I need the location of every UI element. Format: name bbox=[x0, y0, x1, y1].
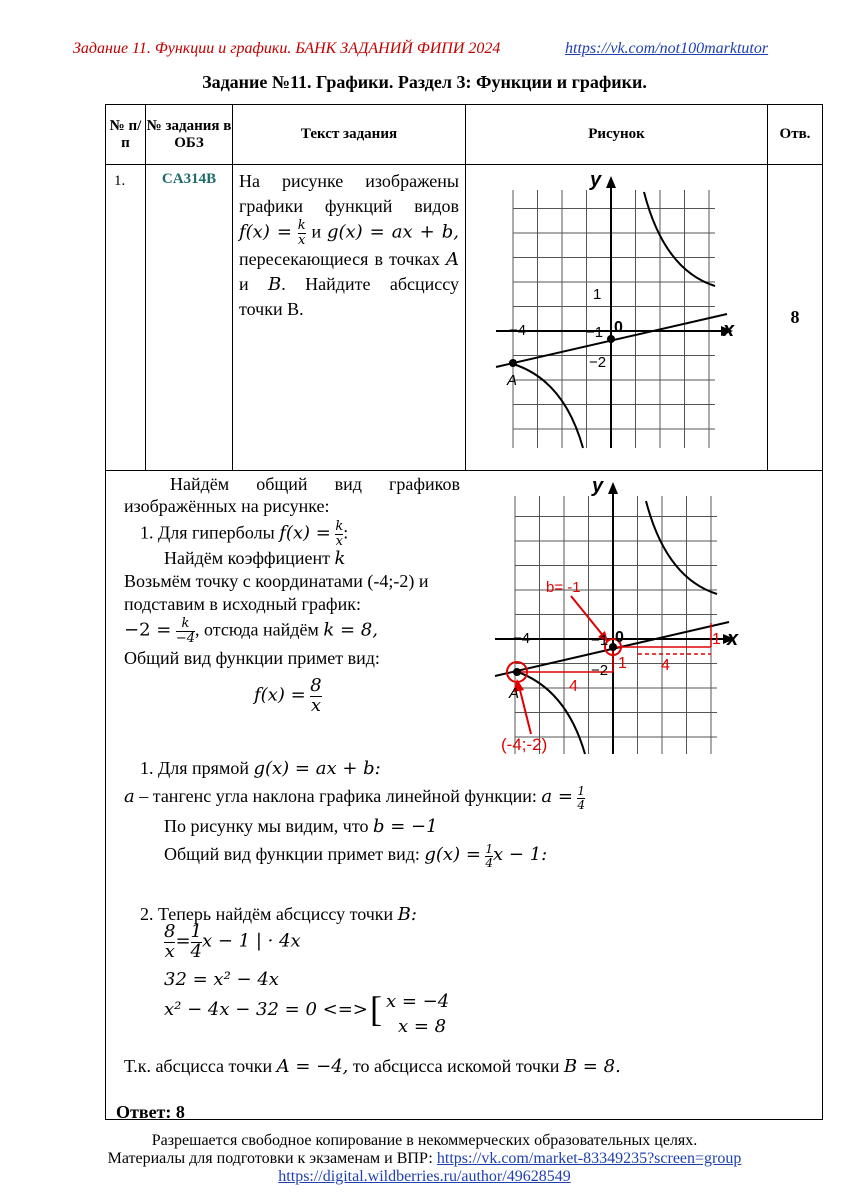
solution bbox=[106, 471, 822, 1122]
g-view: Общий вид функции примет вид: g(x) = $\frac{1}{4}$ x − 1: bbox=[164, 842, 548, 870]
point-a-label: A bbox=[509, 685, 520, 702]
point-a-label: A bbox=[507, 372, 518, 389]
solution-cell bbox=[106, 471, 823, 1120]
header-link[interactable]: https://vk.com/not100marktutor bbox=[565, 40, 769, 57]
axis-y-label: y bbox=[590, 169, 602, 191]
coords-arrow bbox=[519, 686, 531, 734]
tick-label-m1: −1 bbox=[591, 632, 609, 649]
tick-label-m2: −2 bbox=[589, 354, 607, 371]
substitute-text: подставим в исходный график: bbox=[124, 594, 361, 614]
axis-x-label: x bbox=[727, 628, 739, 650]
table-header-row bbox=[106, 105, 823, 165]
hyperbola-upper-branch bbox=[644, 192, 715, 286]
footer-materials: Материалы для подготовки к экзаменам и ВПР: https://vk.com/market-83349235?screen=group bbox=[107, 1150, 742, 1167]
annotation-one-below: 1 bbox=[618, 655, 627, 672]
task-figure-cell bbox=[466, 165, 768, 471]
task-text: На рисунке изображены графики функций видов f(x) = $\frac{k}{x}$ и g(x) = ax + b, пересекающиеся в точках A и B. Найдите абсциссу точки B. bbox=[233, 165, 466, 471]
solution-intro: Найдём общий вид графиков изображённых на рисунке: bbox=[124, 474, 460, 516]
tick-label-m2: −2 bbox=[591, 662, 609, 679]
tick-label-0: 0 bbox=[615, 629, 624, 646]
equation-1: $\frac{8}{x}$ = $\frac{1}{4}$ x − 1 | · 4x bbox=[164, 921, 301, 962]
task-table bbox=[105, 104, 823, 1120]
col-header-num: № п/п bbox=[106, 105, 146, 165]
table-row bbox=[106, 165, 823, 471]
system-bracket: [ bbox=[370, 989, 382, 1029]
footer-license: Разрешается свободное копирование в некоммерческих образовательных целях. bbox=[151, 1132, 698, 1149]
hyperbola-lower-branch bbox=[513, 364, 583, 448]
a-definition: a – тангенс угла наклона графика линейной функции: a = $\frac{1}{4}$ bbox=[124, 784, 586, 812]
conclusion: Т.к. абсцисса точки A = −4, то абсцисса искомой точки B = 8. bbox=[124, 1056, 621, 1077]
f-result: f(x) = $\frac{8}{x}$ bbox=[254, 675, 322, 716]
annotation-b: b= -1 bbox=[546, 579, 581, 596]
header-title: Задание 11. Функции и графики. БАНК ЗАДАНИЙ ФИПИ 2024 bbox=[73, 40, 501, 57]
grid bbox=[515, 496, 717, 754]
step2-text: 2. Теперь найдём абсциссу точки B: bbox=[140, 904, 417, 925]
axis-y-label: y bbox=[592, 475, 604, 497]
point-a bbox=[513, 668, 521, 676]
solution-row bbox=[106, 471, 823, 1120]
general-view-text: Общий вид функции примет вид: bbox=[124, 648, 380, 668]
tick-label-m1: −1 bbox=[586, 324, 604, 341]
task-graph bbox=[466, 165, 768, 465]
footer-link-market[interactable]: https://vk.com/market-83349235?screen=group bbox=[436, 1150, 742, 1167]
hyperbola-upper-branch bbox=[646, 501, 717, 594]
root-1: x = −4 bbox=[386, 991, 450, 1012]
annotation-one-right: 1 bbox=[712, 631, 721, 648]
solution-graph bbox=[488, 471, 788, 761]
equation-2: 32 = x² − 4x bbox=[164, 969, 279, 990]
col-header-code: № задания в ОБЗ bbox=[146, 105, 233, 165]
footer-link-wildberries-row bbox=[0, 1168, 849, 1186]
col-header-text: Текст задания bbox=[233, 105, 466, 165]
take-point-text: Возьмём точку с координатами (-4;-2) и bbox=[124, 571, 429, 591]
point-a bbox=[509, 359, 517, 367]
col-header-picture: Рисунок bbox=[466, 105, 768, 165]
coef-text: Найдём коэффициент k bbox=[164, 548, 346, 569]
answer-cell: 8 bbox=[768, 165, 823, 471]
final-answer: Ответ: 8 bbox=[116, 1102, 185, 1122]
axis-x-label: x bbox=[723, 319, 735, 341]
b-value-text: По рисунку мы видим, что b = −1 bbox=[164, 816, 438, 837]
line-head: 1. Для прямой g(x) = ax + b: bbox=[140, 758, 381, 779]
root-2: x = 8 bbox=[398, 1016, 447, 1037]
task-code: CA314B bbox=[146, 165, 233, 471]
tick-label-m4: −4 bbox=[509, 322, 527, 339]
y-axis-arrow bbox=[608, 482, 618, 494]
fraction-k-x: $\frac{k}{x}$ bbox=[297, 218, 306, 248]
tick-label-0: 0 bbox=[614, 319, 623, 336]
footer-link-wildberries[interactable]: https://digital.wildberries.ru/author/49628549 bbox=[278, 1168, 571, 1185]
tick-label-m4: −4 bbox=[513, 630, 531, 647]
tick-label-1: 1 bbox=[593, 286, 602, 303]
page-title: Задание №11. Графики. Раздел 3: Функции и графики. bbox=[202, 72, 647, 92]
annotation-coords: (-4;-2) bbox=[501, 735, 548, 754]
col-header-answer: Отв. bbox=[768, 105, 823, 165]
point-b-intercept bbox=[607, 335, 615, 343]
page-footer bbox=[0, 1132, 849, 1186]
equation-k: −2 = $\frac{k}{-4}$ , отсюда найдём k = 8, bbox=[124, 616, 378, 646]
annotation-four-right: 4 bbox=[661, 657, 670, 674]
annotation-four-bottom: 4 bbox=[569, 678, 578, 695]
equation-3: x² − 4x − 32 = 0 <=> bbox=[164, 999, 368, 1020]
y-axis-arrow bbox=[606, 176, 616, 188]
step1-text: 1. Для гиперболы f(x) = $\frac{k}{x}$ : bbox=[140, 519, 349, 549]
row-number: 1. bbox=[106, 165, 146, 471]
